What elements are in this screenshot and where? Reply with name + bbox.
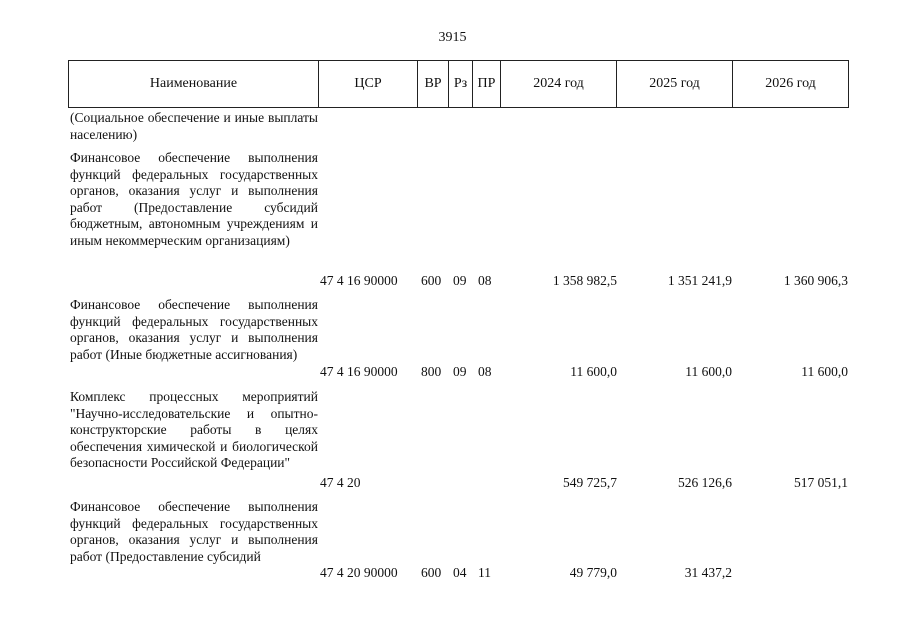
row-2024: 11 600,0 (570, 364, 617, 379)
row-vr: 600 (421, 273, 442, 288)
row-name: Финансовое обеспечение выполнения функций федеральных государственных органов, оказания услуг и выполнения работ (Иные бюджетные ассигнования) (70, 297, 318, 362)
page-number: 3915 (438, 30, 467, 45)
row-name: Финансовое обеспечение выполнения функций федеральных государственных органов, оказания услуг и выполнения работ (Предоставление субсидий (70, 499, 318, 564)
row-vr: 600 (421, 565, 442, 580)
row-name: Финансовое обеспечение выполнения функций федеральных государственных органов, оказания услуг и выполнения работ (Предоставление субсидий бюджетным, автономным учреждениям и иным некоммерческим организациям) (70, 150, 318, 248)
row-rz: 09 (453, 364, 467, 379)
header-rz: Рз (449, 61, 473, 107)
row-name: Комплекс процессных мероприятий "Научно-исследовательские и опытно-конструкторские работы в целях обеспечения химической и биологической безопасности Российской Федерации" (70, 389, 318, 471)
header-vr: ВР (418, 61, 449, 107)
row-pr: 08 (478, 364, 492, 379)
row-pr: 11 (478, 565, 491, 580)
row-2024: 1 358 982,5 (552, 273, 617, 288)
row-csr: 47 4 16 90000 (320, 364, 398, 379)
header-2024: 2024 год (501, 61, 617, 107)
row-2026: 517 051,1 (794, 475, 848, 490)
row-2026: 1 360 906,3 (783, 273, 848, 288)
row-2025: 11 600,0 (685, 364, 732, 379)
row-2025: 1 351 241,9 (667, 273, 732, 288)
header-csr: ЦСР (319, 61, 418, 107)
row-csr: 47 4 20 90000 (320, 565, 398, 580)
row-2025: 31 437,2 (684, 565, 732, 580)
table-header (68, 60, 849, 108)
row-vr: 800 (421, 364, 442, 379)
row-name: (Социальное обеспечение и иные выплаты населению) (70, 110, 318, 142)
row-rz: 09 (453, 273, 467, 288)
header-name: Наименование (69, 61, 319, 107)
header-2025: 2025 год (617, 61, 733, 107)
row-2025: 526 126,6 (678, 475, 732, 490)
row-rz: 04 (453, 565, 467, 580)
row-2026: 11 600,0 (801, 364, 848, 379)
header-2026: 2026 год (765, 76, 816, 91)
header-pr: ПР (473, 61, 501, 107)
row-pr: 08 (478, 273, 492, 288)
row-csr: 47 4 16 90000 (320, 273, 398, 288)
row-csr: 47 4 20 (320, 475, 361, 490)
row-2024: 549 725,7 (563, 475, 617, 490)
row-2024: 49 779,0 (569, 565, 617, 580)
